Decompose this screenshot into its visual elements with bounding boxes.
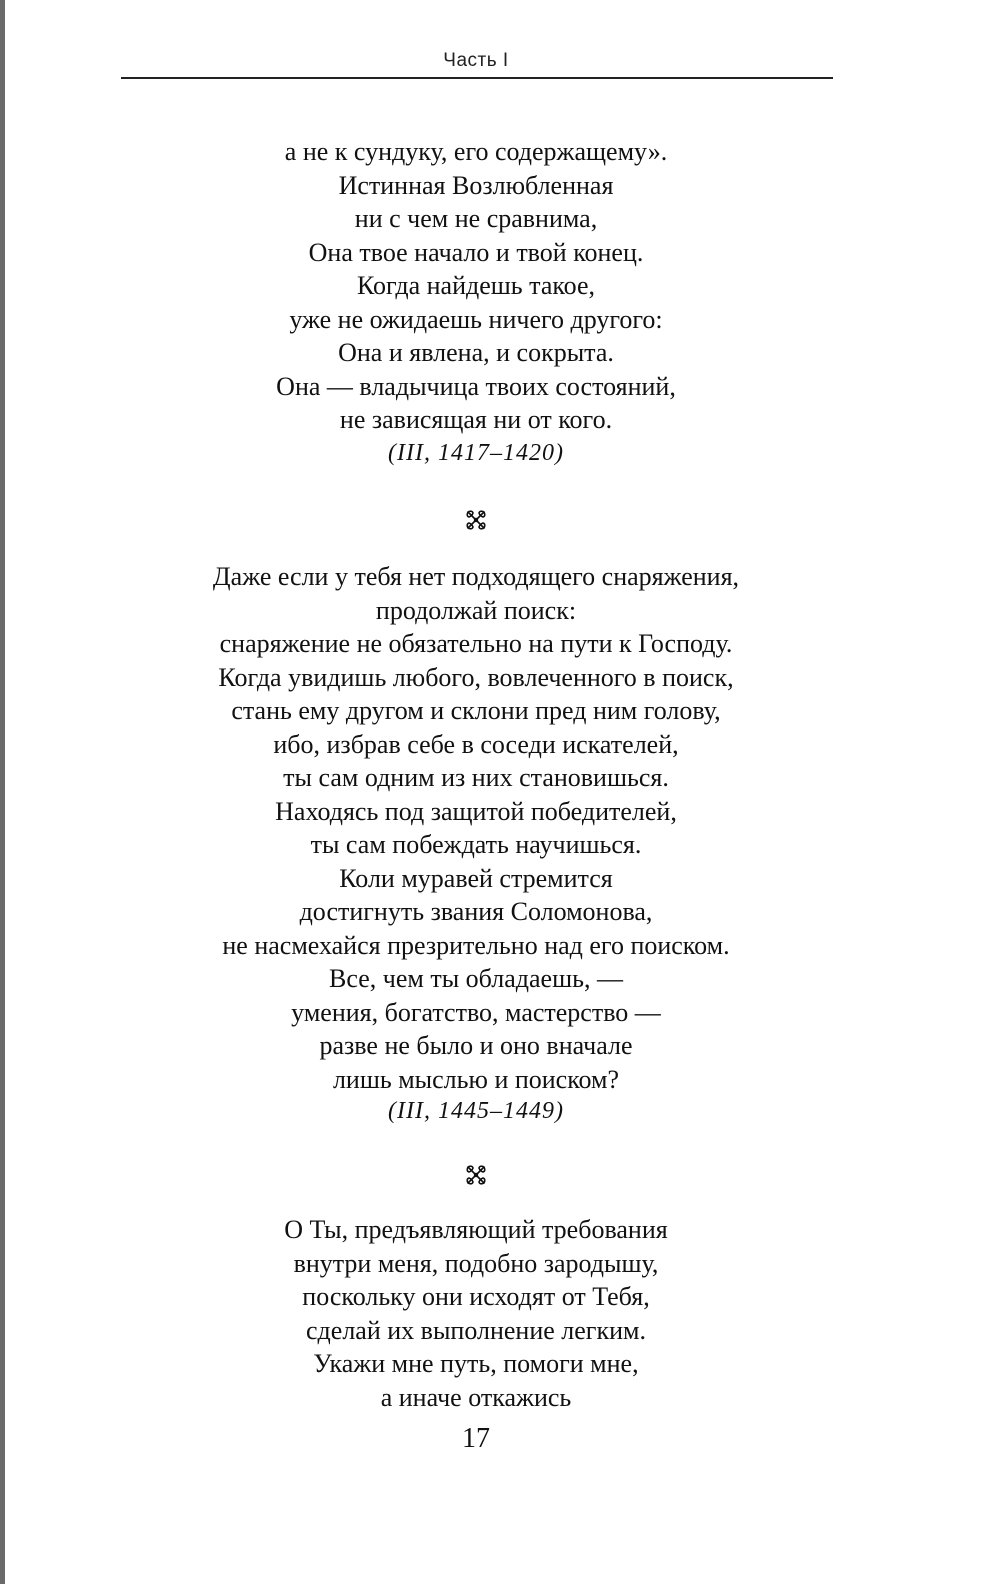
verse-line: уже не ожидаешь ничего другого: <box>289 304 663 334</box>
verse-line: умения, богатство, мастерство — <box>291 997 661 1027</box>
verse-line: Укажи мне путь, помоги мне, <box>313 1349 639 1378</box>
verse-line: ни с чем не сравнима, <box>354 204 598 233</box>
verse-line: ты сам одним из них становишься. <box>283 763 669 792</box>
verse-reference: (III, 1417–1420) <box>388 440 564 466</box>
verse-line: Когда увидишь любого, вовлеченного в поиск, <box>218 662 734 692</box>
verse-line: достигнуть звания Соломонова, <box>299 897 653 926</box>
verse-line: Истинная Возлюбленная <box>338 170 614 200</box>
verse-line: не насмехайся презрительно над его поиском. <box>222 930 730 960</box>
verse-line: Находясь под защитой победителей, <box>275 796 677 826</box>
verse-line: лишь мыслью и поиском? <box>332 1064 620 1094</box>
stanza-2 <box>100 560 852 1096</box>
verse-line: разве не было и оно вначале <box>319 1031 633 1060</box>
verse-line: стань ему другом и склони пред ним голову, <box>231 696 721 725</box>
verse-line: сделай их выполнение легким. <box>306 1315 646 1345</box>
verse-line: ты сам побеждать научишься. <box>310 830 642 859</box>
verse-line: поскольку они исходят от Тебя, <box>302 1282 650 1311</box>
verse-line: снаряжение не обязательно на пути к Господу. <box>219 629 733 658</box>
header-rule <box>121 77 833 79</box>
page-edge-shadow <box>0 0 5 1584</box>
stanza-1 <box>100 135 852 437</box>
stanza-3 <box>100 1213 852 1414</box>
verse-line: Она и явлена, и сокрыта. <box>338 338 614 367</box>
verse-line: Она твое начало и твой конец. <box>308 237 644 267</box>
verse-line: ибо, избрав себе в соседи искателей, <box>273 729 679 759</box>
verse-line: Коли муравей стремится <box>339 863 613 893</box>
verse-line: Она — владычица твоих состояний, <box>276 371 676 401</box>
verse-line: Даже если у тебя нет подходящего снаряжения, <box>212 562 740 591</box>
verse-line: а иначе откажись <box>380 1382 572 1412</box>
verse-line: Когда найдешь такое, <box>356 271 596 300</box>
verse-reference: (III, 1445–1449) <box>388 1098 564 1124</box>
page-number: 17 <box>462 1423 490 1454</box>
floral-ornament-icon <box>465 1164 487 1186</box>
verse-line: а не к сундуку, его содержащему». <box>284 137 668 166</box>
verse-line: О Ты, предъявляющий требования <box>284 1215 668 1244</box>
verse-line: внутри меня, подобно зародышу, <box>293 1248 659 1278</box>
verse-line: не зависящая ни от кого. <box>339 405 613 434</box>
running-head: Часть I <box>443 50 509 71</box>
verse-line: Все, чем ты обладаешь, — <box>329 964 623 993</box>
verse-line: продолжай поиск: <box>375 595 577 625</box>
floral-ornament-icon <box>465 509 487 531</box>
